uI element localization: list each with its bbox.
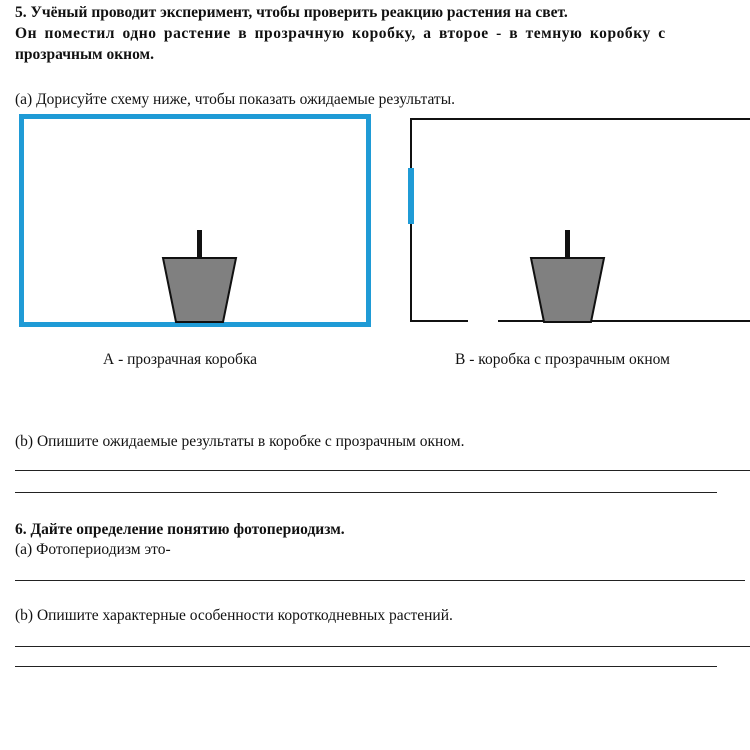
question-6-title: 6. Дайте определение понятию фотопериодизм. <box>15 521 345 538</box>
question-5-title-line-2: Он поместил одно растение в прозрачную коробку, а второе - в темную коробку с <box>15 25 666 42</box>
question-5-title-line-1: 5. Учёный проводит эксперимент, чтобы проверить реакцию растения на свет. <box>15 4 568 21</box>
question-5b-prompt: (b) Опишите ожидаемые результаты в коробке с прозрачным окном. <box>15 433 465 450</box>
question-6b-prompt: (b) Опишите характерные особенности короткодневных растений. <box>15 607 453 624</box>
plant-pot-a <box>161 230 239 324</box>
answer-line-5b-1[interactable] <box>15 470 750 471</box>
answer-line-6b-2[interactable] <box>15 666 717 667</box>
caption-box-b: В - коробка с прозрачным окном <box>455 351 670 368</box>
pot-b <box>531 258 604 322</box>
question-6a-prompt: (а) Фотопериодизм это- <box>15 541 171 558</box>
transparent-window <box>408 168 414 224</box>
answer-line-6a[interactable] <box>15 580 745 581</box>
box-b-floor-gap <box>468 319 498 324</box>
pot-a <box>163 258 236 322</box>
plant-stem-a <box>197 230 202 258</box>
plant-stem-b <box>565 230 570 258</box>
caption-box-a: А - прозрачная коробка <box>103 351 258 368</box>
question-5a-prompt: (а) Дорисуйте схему ниже, чтобы показать ожидаемые результаты. <box>15 91 455 108</box>
answer-line-5b-2[interactable] <box>15 492 717 493</box>
answer-line-6b-1[interactable] <box>15 646 750 647</box>
question-5-title-line-3: прозрачным окном. <box>15 46 154 63</box>
plant-pot-b <box>529 230 607 324</box>
question-5-title <box>15 2 750 65</box>
